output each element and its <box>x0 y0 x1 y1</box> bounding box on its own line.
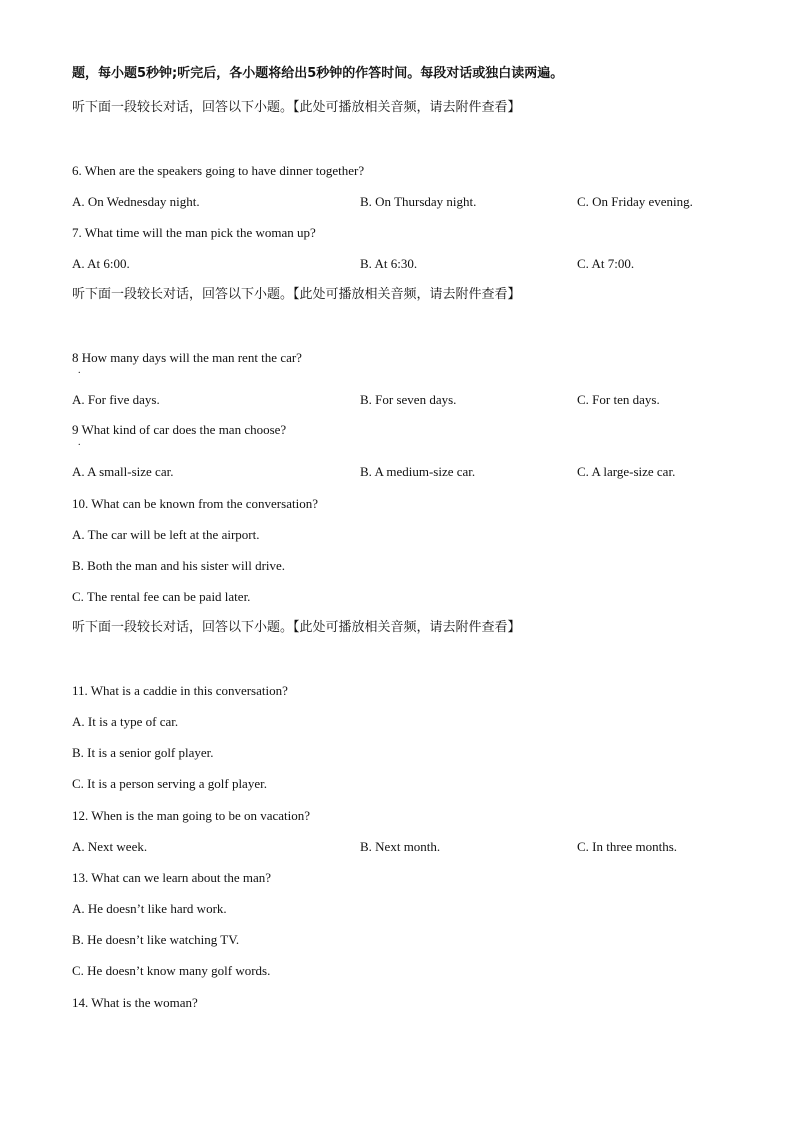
question-14: 14. What is the woman? <box>72 995 198 1010</box>
question-10-option-c: C. The rental fee can be paid later. <box>72 589 251 604</box>
question-10: 10. What can be known from the conversation? <box>72 496 318 511</box>
question-8-dot-mark: . <box>78 365 81 376</box>
question-9-dot-mark: . <box>78 437 81 448</box>
question-9-option-c: C. A large-size car. <box>577 464 676 479</box>
question-6-options <box>72 194 794 210</box>
question-7-option-b: B. At 6:30. <box>360 256 418 271</box>
question-8-option-a: A. For five days. <box>72 392 160 407</box>
question-12: 12. When is the man going to be on vacation? <box>72 808 311 823</box>
question-10-option-b: B. Both the man and his sister will drive. <box>72 558 286 573</box>
question-11: 11. What is a caddie in this conversation? <box>72 683 288 698</box>
question-6-option-b: B. On Thursday night. <box>360 194 477 209</box>
question-7-options <box>72 256 794 272</box>
question-13: 13. What can we learn about the man? <box>72 870 272 885</box>
section-instructions-header: 题，每小题5秒钟;听完后，各小题将给出5秒钟的作答时间。每段对话或独白读两遍。 <box>72 66 564 81</box>
question-9-option-b: B. A medium-size car. <box>360 464 476 479</box>
audio-instruction-2: 听下面一段较长对话，回答以下小题。【此处可播放相关音频，请去附件查看】 <box>72 287 521 302</box>
question-6-option-a: A. On Wednesday night. <box>72 194 200 209</box>
question-7-option-a: A. At 6:00. <box>72 256 130 271</box>
question-8-option-c: C. For ten days. <box>577 392 660 407</box>
question-7: 7. What time will the man pick the woman up? <box>72 225 316 240</box>
question-13-option-a: A. He doesn’t like hard work. <box>72 901 227 916</box>
question-9-option-a: A. A small-size car. <box>72 464 174 479</box>
question-8-option-b: B. For seven days. <box>360 392 457 407</box>
question-6: 6. When are the speakers going to have dinner together? <box>72 163 365 178</box>
question-12-option-a: A. Next week. <box>72 839 148 854</box>
question-12-option-b: B. Next month. <box>360 839 441 854</box>
question-7-option-c: C. At 7:00. <box>577 256 635 271</box>
question-10-option-a: A. The car will be left at the airport. <box>72 527 260 542</box>
question-13-option-b: B. He doesn’t like watching TV. <box>72 932 240 947</box>
question-6-option-c: C. On Friday evening. <box>577 194 693 209</box>
question-11-option-c: C. It is a person serving a golf player. <box>72 776 267 791</box>
question-8-options <box>72 392 794 408</box>
question-12-option-c: C. In three months. <box>577 839 678 854</box>
question-11-option-b: B. It is a senior golf player. <box>72 745 214 760</box>
audio-instruction-1: 听下面一段较长对话，回答以下小题。【此处可播放相关音频，请去附件查看】 <box>72 100 521 115</box>
question-9-options <box>72 464 794 480</box>
question-12-options <box>72 839 794 855</box>
audio-instruction-3: 听下面一段较长对话，回答以下小题。【此处可播放相关音频，请去附件查看】 <box>72 620 521 635</box>
question-11-option-a: A. It is a type of car. <box>72 714 179 729</box>
question-9: 9 What kind of car does the man choose? <box>72 422 287 437</box>
question-13-option-c: C. He doesn’t know many golf words. <box>72 963 271 978</box>
question-8: 8 How many days will the man rent the car? <box>72 350 302 365</box>
